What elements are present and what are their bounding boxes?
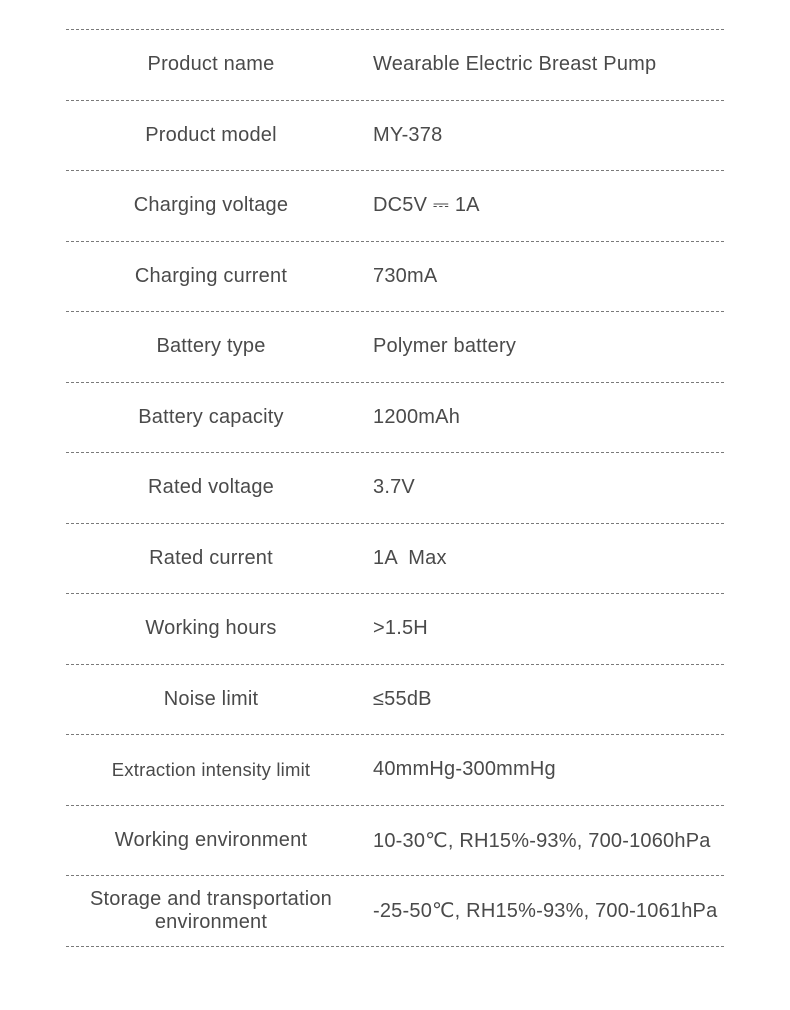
- spec-label: Storage and transportation environment: [89, 887, 333, 933]
- spec-value: Polymer battery: [373, 335, 517, 358]
- spec-row-working-hours: [66, 594, 724, 665]
- spec-label: Battery type: [156, 335, 266, 358]
- spec-label: Charging current: [134, 264, 288, 287]
- spec-value: 3.7V: [373, 476, 415, 499]
- spec-label: Battery capacity: [138, 405, 284, 428]
- spec-value: DC5V ⎓ 1A: [373, 194, 480, 217]
- spec-label: Product name: [147, 53, 275, 76]
- spec-label: Noise limit: [163, 687, 259, 710]
- spec-row-working-environment: [66, 806, 724, 877]
- spec-value: >1.5H: [373, 617, 428, 640]
- spec-row-rated-voltage: [66, 453, 724, 524]
- spec-table: [66, 29, 724, 947]
- spec-value: ≤55dB: [373, 687, 432, 710]
- spec-row-battery-type: [66, 312, 724, 383]
- spec-row-charging-current: [66, 242, 724, 313]
- spec-label: Working hours: [145, 617, 277, 640]
- spec-value: 1200mAh: [373, 405, 461, 428]
- spec-value: 10-30℃, RH15%-93%, 700-1060hPa: [373, 829, 711, 852]
- spec-row-charging-voltage: [66, 171, 724, 242]
- spec-label: Extraction intensity limit: [111, 759, 311, 781]
- spec-value: MY-378: [373, 123, 443, 146]
- spec-value: 1A Max: [373, 546, 447, 569]
- spec-value: Wearable Electric Breast Pump: [373, 53, 657, 76]
- spec-row-storage-environment: [66, 876, 724, 947]
- spec-label: Rated current: [149, 546, 273, 569]
- spec-label: Product model: [145, 123, 277, 146]
- spec-row-battery-capacity: [66, 383, 724, 454]
- spec-row-product-name: [66, 30, 724, 101]
- spec-value: 730mA: [373, 264, 438, 287]
- spec-label: Rated voltage: [147, 476, 275, 499]
- spec-value: 40mmHg-300mmHg: [373, 758, 556, 781]
- spec-row-product-model: [66, 101, 724, 172]
- spec-label: Charging voltage: [133, 194, 289, 217]
- spec-row-extraction-intensity-limit: [66, 735, 724, 806]
- spec-row-rated-current: [66, 524, 724, 595]
- spec-label: Working environment: [114, 828, 308, 851]
- spec-value: -25-50℃, RH15%-93%, 700-1061hPa: [373, 900, 718, 923]
- spec-row-noise-limit: [66, 665, 724, 736]
